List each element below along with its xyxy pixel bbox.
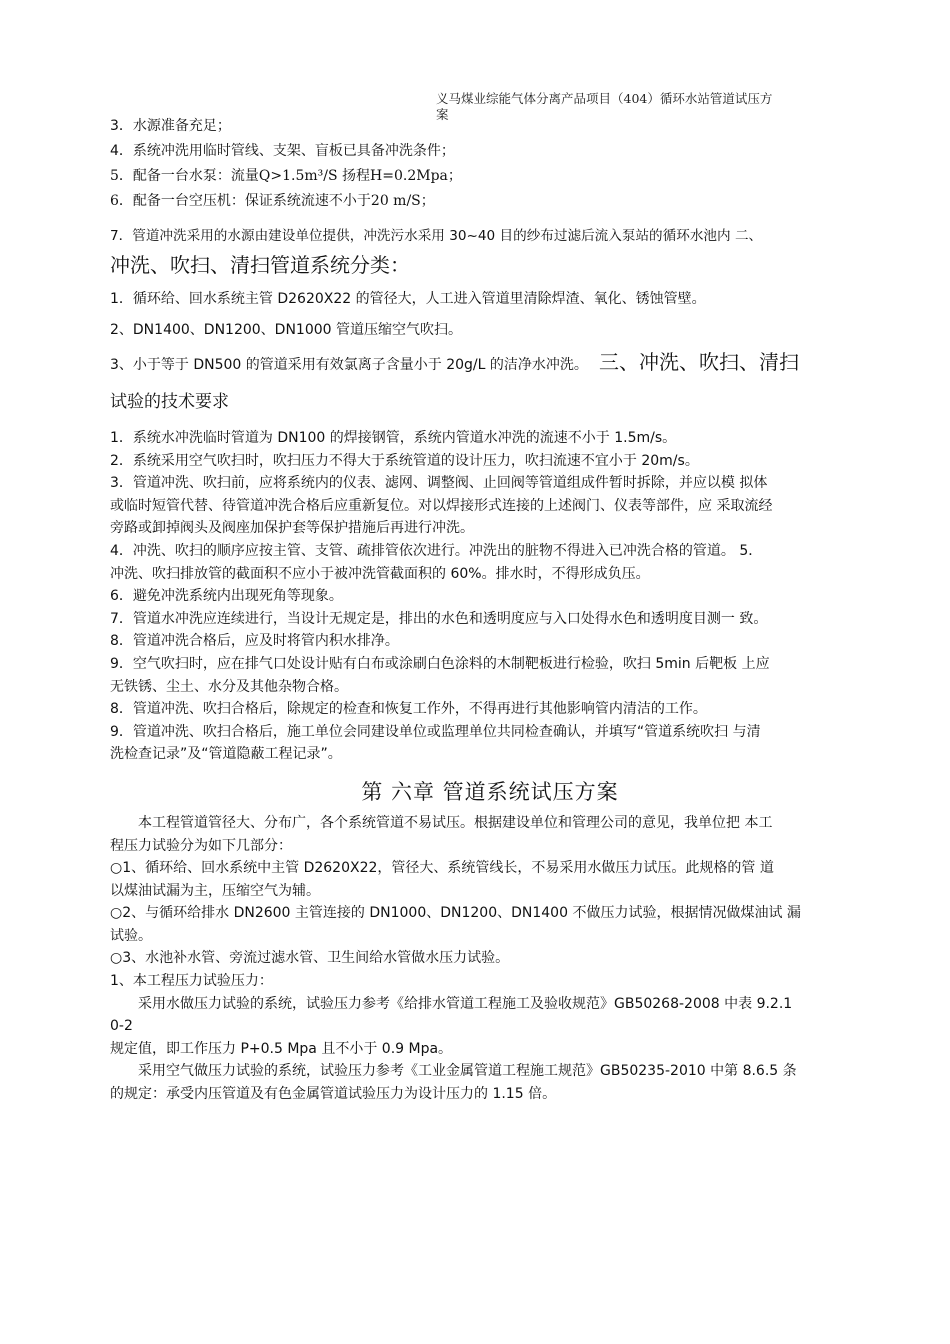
requirement-line: 9．空气吹扫时，应在排气口处设计贴有白布或涂刷白色涂料的木制靶板进行检验，吹扫 5min 后靶板 上应	[110, 655, 770, 672]
classification-item-3: 3、小于等于 DN500 的管道采用有效氯离子含量小于 20g/L 的洁净水冲洗。	[110, 357, 588, 373]
chapter-paragraph-line: 采用水做压力试验的系统，试验压力参考《给排水管道工程施工及验收规范》GB50268-2008 中表 9.2.1	[138, 995, 793, 1012]
requirement-line: 8．管道冲洗合格后，应及时将管内积水排净。	[110, 633, 399, 650]
chapter-title: 第 六章 管道系统试压方案	[361, 779, 619, 804]
requirement-line: 9．管道冲洗、吹扫合格后，施工单位会同建设单位或监理单位共同检查确认，并填写“管道系统吹扫 与清	[110, 723, 761, 740]
requirement-line: 或临时短管代替、待管道冲洗合格后应重新复位。对以焊接形式连接的上述阀门、仪表等部件，应 采取流经	[110, 497, 773, 514]
header-title-line1: 义马煤业综能气体分离产品项目（404）循环水站管道试压方	[436, 91, 773, 106]
chapter-paragraph-line: 程压力试验分为如下几部分：	[110, 837, 292, 854]
prep-item-6: 6．配备一台空压机：保证系统流速不小于20 m/S；	[110, 193, 435, 209]
chapter-paragraph-line: 本工程管道管径大、分布广，各个系统管道不易试压。根据建设单位和管理公司的意见，我单位把 本工	[138, 814, 773, 831]
prep-item-7: 7．管道冲洗采用的水源由建设单位提供，冲洗污水采用 30~40 目的纱布过滤后流入泵站的循环水池内 二、	[110, 228, 763, 244]
requirement-line: 8．管道冲洗、吹扫合格后，除规定的检查和恢复工作外，不得再进行其他影响管内清洁的工作。	[110, 701, 707, 718]
requirement-line: 旁路或卸掉阀头及阀座加保护套等保护措施后再进行冲洗。	[110, 520, 474, 537]
requirement-line: 1．系统水冲洗临时管道为 DN100 的焊接钢管，系统内管道水冲洗的流速不小于 1.5m/s。	[110, 430, 677, 446]
requirement-line: 6．避免冲洗系统内出现死角等现象。	[110, 588, 343, 605]
classification-item-1: 1．循环给、回水系统主管 D2620X22 的管径大，人工进入管道里清除焊渣、氧化、锈蚀管壁。	[110, 291, 706, 307]
chapter-item-line: 试验。	[110, 927, 152, 944]
classification-item-2: 2、DN1400、DN1200、DN1000 管道压缩空气吹扫。	[110, 322, 463, 338]
chapter-subheading: 1、本工程压力试验压力：	[110, 973, 273, 990]
chapter-item-line: ○2、与循环给排水 DN2600 主管连接的 DN1000、DN1200、DN1400 不做压力试验，根据情况做煤油试 漏	[110, 905, 801, 922]
requirement-line: 4．冲洗、吹扫的顺序应按主管、支管、疏排管依次进行。冲洗出的脏物不得进入已冲洗合格的管道。 5．	[110, 542, 763, 559]
classification-list	[110, 286, 870, 381]
chapter-paragraph-line: 的规定：承受内压管道及有色金属管道试验压力为设计压力的 1.15 倍。	[110, 1086, 557, 1103]
requirement-line: 2．系统采用空气吹扫时，吹扫压力不得大于系统管道的设计压力，吹扫流速不宜小于 20m/s。	[110, 452, 699, 469]
chapter-paragraph-line: 采用空气做压力试验的系统，试验压力参考《工业金属管道工程施工规范》GB50235-2010 中第 8.6.5 条	[138, 1063, 797, 1080]
chapter-paragraph-line: 0-2	[110, 1018, 133, 1035]
prep-item-5: 5．配备一台水泵：流量Q>1.5m³/S 扬程H=0.2Mpa；	[110, 168, 462, 184]
document-body	[110, 114, 870, 1106]
requirement-line: 7．管道水冲洗应连续进行，当设计无规定是，排出的水色和透明度应与入口处得水色和透明度目测一 致。	[110, 610, 768, 627]
requirement-line: 冲洗、吹扫排放管的截面积不应小于被冲洗管截面积的 60%。排水时，不得形成负压。	[110, 565, 650, 582]
section-3-title: 三、冲洗、吹扫、清扫	[599, 350, 799, 374]
requirement-line: 洗检查记录”及“管道隐蔽工程记录”。	[110, 746, 342, 763]
chapter-body	[110, 812, 870, 1106]
section-3-title-cont: 试验的技术要求	[110, 392, 229, 412]
header-title-line2: 案	[436, 107, 449, 122]
chapter-item-line: ○1、循环给、回水系统中主管 D2620X22，管径大、系统管线长，不易采用水做压力试压。此规格的管 道	[110, 860, 774, 877]
prep-item-4: 4．系统冲洗用临时管线、支架、盲板已具备冲洗条件；	[110, 143, 455, 159]
chapter-item-line: ○3、水池补水管、旁流过滤水管、卫生间给水管做水压力试验。	[110, 950, 510, 967]
requirement-line: 3．管道冲洗、吹扫前，应将系统内的仪表、滤网、调整阀、止回阀等管道组成件暂时拆除，并应以模 拟体	[110, 475, 768, 492]
requirement-line: 无铁锈、尘土、水分及其他杂物合格。	[110, 678, 348, 695]
section-2-title: 冲洗、吹扫、清扫管道系统分类：	[110, 253, 410, 277]
chapter-item-line: 以煤油试漏为主，压缩空气为辅。	[110, 882, 320, 899]
chapter-paragraph-line: 规定值，即工作压力 P+0.5 Mpa 且不小于 0.9 Mpa。	[110, 1040, 453, 1057]
requirements-list	[110, 427, 870, 766]
prep-item-3: 3．水源准备充足；	[110, 118, 231, 134]
classification-item-3-row	[110, 347, 870, 381]
preparation-list	[110, 114, 870, 214]
